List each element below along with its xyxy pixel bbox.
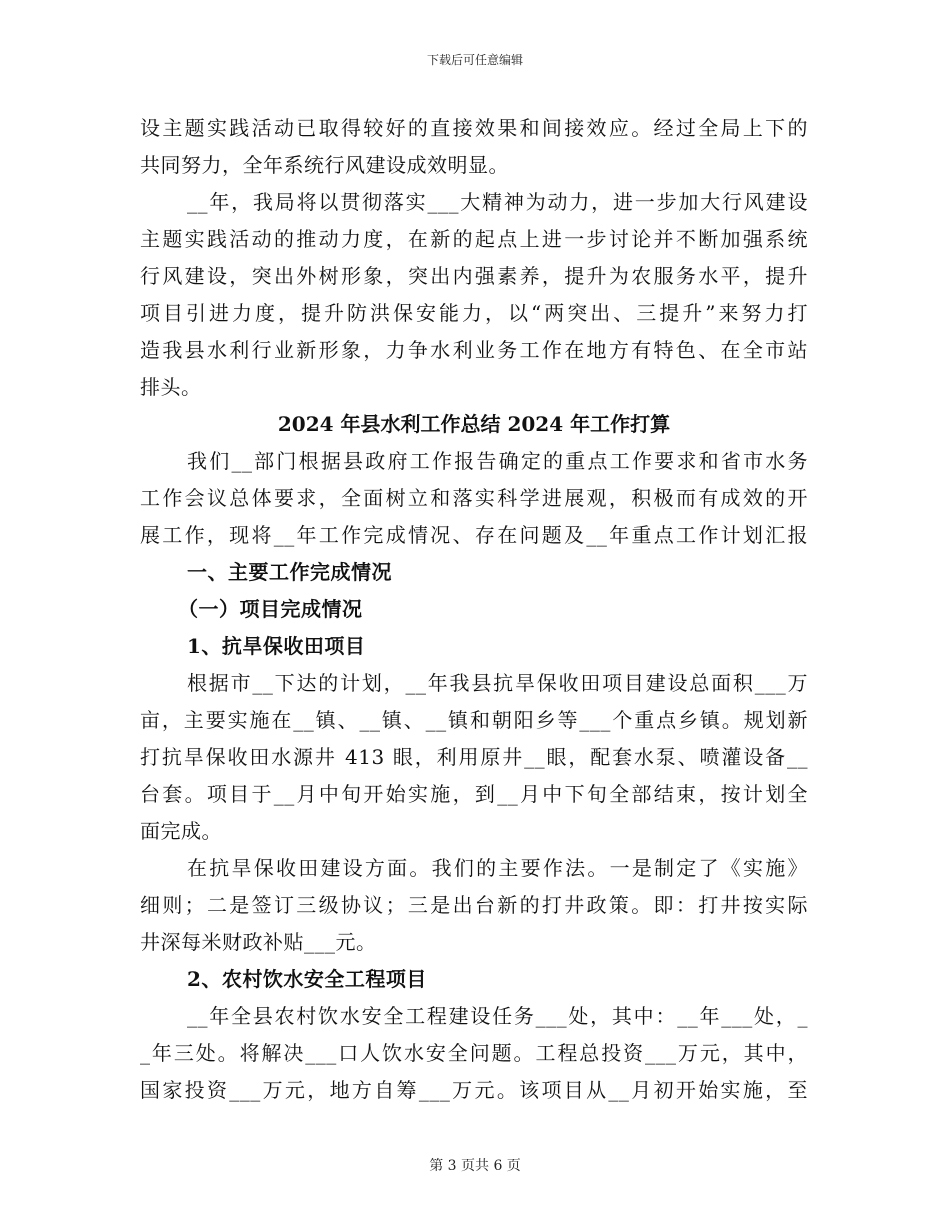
paragraph-line: 亩，主要实施在__镇、__镇、__镇和朝阳乡等___个重点乡镇。规划新 xyxy=(140,708,808,732)
heading-rural-water-project: 2、农村饮水安全工程项目 xyxy=(187,967,427,991)
paragraph-line: 在抗旱保收田建设方面。我们的主要作法。一是制定了《实施》 xyxy=(187,856,808,880)
paragraph-line: 共同努力，全年系统行风建设成效明显。 xyxy=(140,153,509,177)
paragraph-line: 展工作，现将__年工作完成情况、存在问题及__年重点工作计划汇报 xyxy=(140,523,808,547)
paragraph-line: 行风建设，突出外树形象，突出内强素养，提升为农服务水平，提升 xyxy=(140,264,808,288)
paragraph-line: 主题实践活动的推动力度，在新的起点上进一步讨论并不断加强系统 xyxy=(140,227,808,251)
page-footer: 第 3 页共 6 页 xyxy=(429,1158,521,1174)
paragraph-line: 细则；二是签订三级协议；三是出台新的打井政策。即：打井按实际 xyxy=(140,893,808,917)
paragraph-line: 面完成。 xyxy=(140,819,222,843)
heading-drought-project: 1、抗旱保收田项目 xyxy=(187,634,366,658)
heading-main-work: 一、主要工作完成情况 xyxy=(187,560,392,584)
paragraph-line: 造我县水利行业新形象，力争水利业务工作在地方有特色、在全市站 xyxy=(140,338,808,362)
paragraph-line: 根据市__下达的计划，__年我县抗旱保收田项目建设总面积___万 xyxy=(187,671,808,695)
heading-project-completion: （一）项目完成情况 xyxy=(178,597,363,621)
paragraph-line: 井深每米财政补贴___元。 xyxy=(140,930,377,954)
page-header: 下载后可任意编辑 xyxy=(426,53,523,67)
paragraph-line: 打抗旱保收田水源井 413 眼，利用原井__眼，配套水泵、喷灌设备__ xyxy=(140,745,808,769)
paragraph-line: 台套。项目于__月中旬开始实施，到__月中下旬全部结束，按计划全 xyxy=(140,782,808,806)
paragraph-line: 排头。 xyxy=(140,375,202,399)
paragraph-line: 国家投资___万元，地方自筹___万元。该项目从__月初开始实施，至 xyxy=(140,1078,808,1102)
paragraph-line: 工作会议总体要求，全面树立和落实科学进展观，积极而有成效的开 xyxy=(140,486,808,510)
section-title: 2024 年县水利工作总结 2024 年工作打算 xyxy=(277,412,671,436)
document-body xyxy=(140,110,808,1109)
paragraph-line: __年，我局将以贯彻落实___大精神为动力，进一步加大行风建设 xyxy=(187,190,808,214)
paragraph-line: 项目引进力度，提升防洪保安能力，以“两突出、三提升”来努力打 xyxy=(140,301,808,325)
paragraph-line: _年三处。将解决___口人饮水安全问题。工程总投资___万元，其中， xyxy=(140,1041,808,1065)
paragraph-line: 我们__部门根据县政府工作报告确定的重点工作要求和省市水务 xyxy=(187,449,808,473)
paragraph-line: __年全县农村饮水安全工程建设任务___处，其中：__年___处，_ xyxy=(187,1004,808,1028)
paragraph-line: 设主题实践活动已取得较好的直接效果和间接效应。经过全局上下的 xyxy=(140,116,808,140)
